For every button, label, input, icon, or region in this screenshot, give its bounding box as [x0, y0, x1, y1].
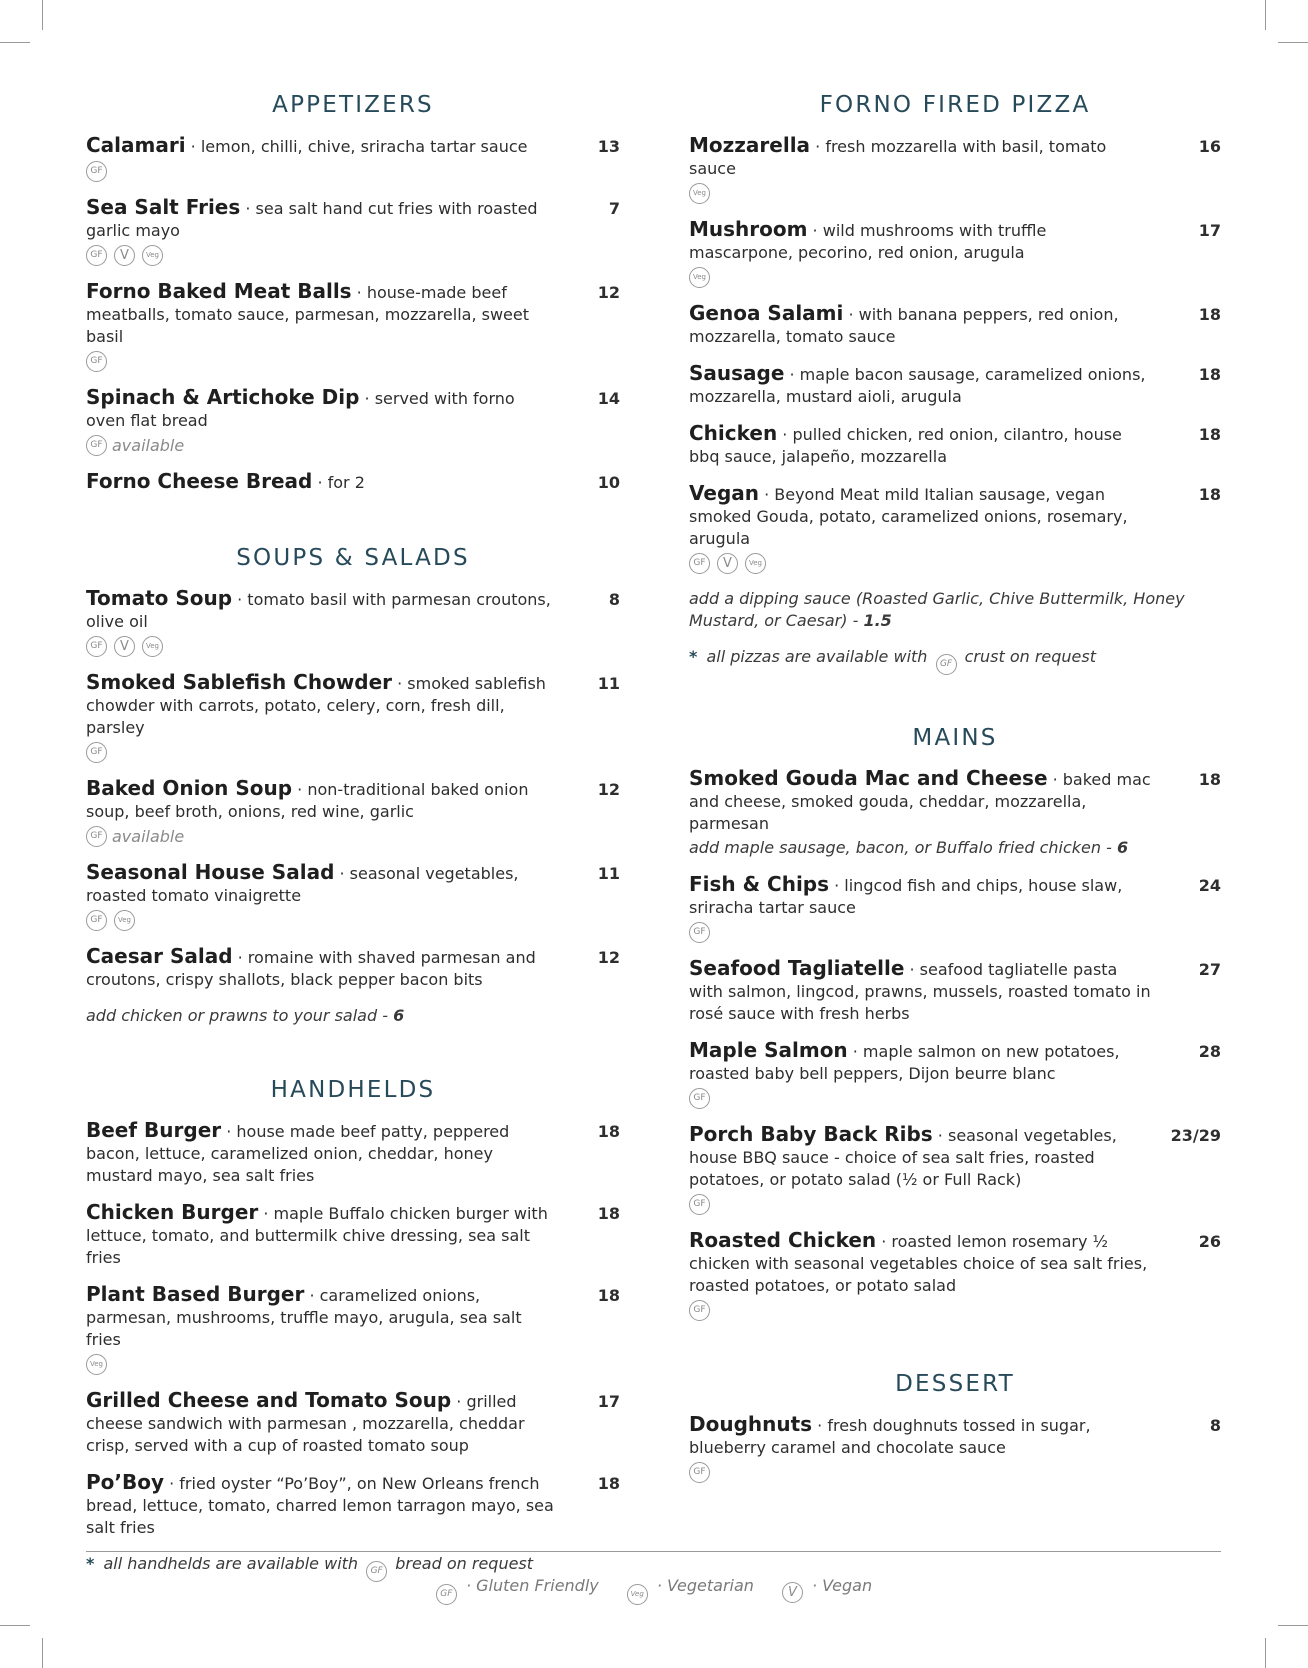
section-title: MAINS [912, 725, 998, 751]
menu-item-name: Seafood Tagliatelle [689, 956, 905, 980]
menu-item-body [86, 386, 568, 456]
menu-item-price: 18 [1198, 770, 1221, 789]
menu-item [689, 767, 1221, 859]
legend-entry [782, 1576, 872, 1603]
menu-item-name: Caesar Salad [86, 944, 233, 968]
dietary-badges [689, 921, 1155, 943]
menu-item-price: 16 [1198, 137, 1221, 156]
menu-item-body [689, 482, 1169, 574]
menu-item-price: 11 [597, 674, 620, 693]
menu-item-description: · maple salmon on new potatoes, roasted baby bell peppers, Dijon beurre blanc [689, 1042, 1120, 1083]
note-price: 6 [393, 1006, 405, 1025]
menu-item-body [86, 196, 568, 266]
menu-item-description: · lingcod fish and chips, house slaw, sriracha tartar sauce [689, 876, 1123, 917]
menu-item-description: · pulled chicken, red onion, cilantro, house bbq sauce, jalapeño, mozzarella [689, 425, 1122, 466]
menu-item-text [86, 1389, 554, 1457]
menu-item-body [689, 362, 1169, 408]
menu-item-name: Vegan [689, 481, 759, 505]
menu-section [689, 92, 1221, 675]
menu-item-price: 18 [1198, 305, 1221, 324]
menu-item-body [86, 671, 568, 763]
vegetarian-icon: Veg [86, 1354, 107, 1375]
menu-item [86, 470, 620, 495]
vegan-icon: V [717, 553, 738, 574]
menu-item-price: 8 [608, 590, 620, 609]
badge-availability-note: available [112, 435, 185, 455]
dietary-legend [0, 1576, 1308, 1605]
menu-item-price: 18 [1198, 425, 1221, 444]
note-text: add chicken or prawns to your salad - [86, 1006, 394, 1025]
menu-item-description: · Beyond Meat mild Italian sausage, vegan smoked Gouda, potato, caramelized onions, rosemary, arugula [689, 485, 1128, 548]
legend-entry [627, 1576, 754, 1605]
menu-item-text [86, 134, 554, 158]
menu-item [689, 482, 1221, 574]
crop-mark [0, 42, 30, 43]
gluten-friendly-icon: GF [86, 826, 107, 847]
menu-column-right [689, 92, 1221, 1533]
menu-item-description: · seasonal vegetables, roasted tomato vinaigrette [86, 864, 519, 905]
menu-item-name: Fish & Chips [689, 872, 830, 896]
section-note [689, 588, 1221, 632]
menu-item [86, 777, 620, 847]
dietary-badges [689, 1299, 1155, 1321]
menu-item [86, 1119, 620, 1187]
menu-section [689, 725, 1221, 1321]
menu-item-body [86, 861, 568, 931]
menu-item-name: Seasonal House Salad [86, 860, 335, 884]
menu-item-description: · smoked sablefish chowder with carrots, potato, celery, corn, fresh dill, parsley [86, 674, 546, 737]
menu-item-name: Porch Baby Back Ribs [689, 1122, 933, 1146]
dietary-badges [86, 434, 554, 456]
menu-item-text [86, 280, 554, 348]
gluten-friendly-icon: GF [86, 161, 107, 182]
menu-item-name: Chicken Burger [86, 1200, 259, 1224]
menu-item-price: 28 [1198, 1042, 1221, 1061]
menu-section [86, 92, 620, 495]
menu-item-price: 18 [1198, 365, 1221, 384]
section-title: DESSERT [895, 1371, 1015, 1397]
note-price: 1.5 [863, 611, 892, 630]
gluten-friendly-icon: GF [86, 636, 107, 657]
menu-item-body [689, 218, 1169, 288]
menu-item-name: Chicken [689, 421, 778, 445]
menu-item [86, 1283, 620, 1375]
dietary-badges [86, 635, 554, 657]
menu-item-body [86, 1119, 568, 1187]
section-title: HANDHELDS [270, 1077, 436, 1103]
menu-item-body [86, 134, 568, 182]
addon-text: add maple sausage, bacon, or Buffalo fried chicken - [689, 838, 1117, 857]
menu-item-price: 23/29 [1170, 1126, 1221, 1145]
menu-item-name: Maple Salmon [689, 1038, 848, 1062]
menu-item-description: · tomato basil with parmesan croutons, olive oil [86, 590, 551, 631]
menu-item-name: Po’Boy [86, 1470, 165, 1494]
section-note [689, 646, 1221, 675]
gluten-friendly-icon: GF [936, 654, 957, 675]
menu-item-body [689, 302, 1169, 348]
menu-item-description: · house-made beef meatballs, tomato sauce, parmesan, mozzarella, sweet basil [86, 283, 529, 346]
menu-item [86, 1471, 620, 1539]
gluten-friendly-icon: GF [86, 245, 107, 266]
menu-item-name: Genoa Salami [689, 301, 844, 325]
dietary-badges [689, 1193, 1155, 1215]
legend-label: · Gluten Friendly [460, 1576, 599, 1595]
menu-item-body [86, 470, 568, 495]
menu-item [689, 1123, 1221, 1215]
menu-item [86, 671, 620, 763]
menu-item-body [86, 1201, 568, 1269]
menu-item-body [86, 777, 568, 847]
menu-item-text [86, 1471, 554, 1539]
menu-item-description: · served with forno oven flat bread [86, 389, 515, 430]
menu-item [86, 280, 620, 372]
menu-item [689, 218, 1221, 288]
legend-label: · Vegetarian [651, 1576, 754, 1595]
menu-section [86, 545, 620, 1027]
gluten-friendly-icon: GF [689, 1088, 710, 1109]
menu-item-description: · with banana peppers, red onion, mozzarella, tomato sauce [689, 305, 1119, 346]
menu-item-name: Sausage [689, 361, 785, 385]
dietary-badges [86, 825, 554, 847]
menu-item-text [86, 1201, 554, 1269]
note-text: all pizzas are available with [701, 647, 933, 666]
menu-item [86, 134, 620, 182]
menu-item-text [86, 777, 554, 823]
menu-item-text [689, 767, 1155, 835]
legend-entry [436, 1576, 599, 1605]
menu-item-description: · for 2 [312, 473, 365, 492]
gluten-friendly-icon: GF [436, 1584, 457, 1605]
menu-item-text [689, 1123, 1155, 1191]
vegetarian-icon: Veg [745, 553, 766, 574]
menu-item-text [86, 945, 554, 991]
menu-item-price: 11 [597, 864, 620, 883]
menu-item-text [689, 1413, 1155, 1459]
menu-item-price: 10 [597, 473, 620, 492]
menu-item-text [86, 861, 554, 907]
menu-item-description: · lemon, chilli, chive, sriracha tartar sauce [185, 137, 528, 156]
note-text: add a dipping sauce (Roasted Garlic, Chive Buttermilk, Honey Mustard, or Caesar) - [689, 589, 1185, 630]
addon-price: 6 [1116, 838, 1129, 857]
menu-item-price: 12 [597, 780, 620, 799]
menu-item [689, 134, 1221, 204]
menu-item-description: · seasonal vegetables, house BBQ sauce - choice of sea salt fries, roasted potatoes, or potato salad (½ or Full Rack) [689, 1126, 1117, 1189]
dietary-badges [86, 1353, 554, 1375]
menu-item [86, 386, 620, 456]
menu-item-description: · non-traditional baked onion soup, beef broth, onions, red wine, garlic [86, 780, 529, 821]
menu-item [689, 1039, 1221, 1109]
dietary-badges [86, 350, 554, 372]
dietary-badges [86, 244, 554, 266]
menu-item-body [689, 134, 1169, 204]
menu-item-price: 7 [608, 199, 620, 218]
menu-item-price: 14 [597, 389, 620, 408]
menu-item-price: 8 [1209, 1416, 1221, 1435]
dietary-badges [689, 552, 1155, 574]
menu-item-text [689, 218, 1155, 264]
crop-mark [0, 1625, 30, 1626]
vegan-icon: V [782, 1582, 803, 1603]
gluten-friendly-icon: GF [366, 1561, 387, 1582]
menu-item-price: 18 [597, 1122, 620, 1141]
dietary-badges [689, 1087, 1155, 1109]
menu-section [689, 1371, 1221, 1483]
note-text-after: crust on request [959, 647, 1096, 666]
menu-item-price: 12 [597, 948, 620, 967]
crop-mark [1265, 0, 1266, 30]
section-note [86, 1005, 620, 1027]
menu-item [689, 1229, 1221, 1321]
vegetarian-icon: Veg [689, 267, 710, 288]
dietary-badges [689, 182, 1155, 204]
gluten-friendly-icon: GF [689, 1194, 710, 1215]
legend-label: · Vegan [806, 1576, 873, 1595]
gluten-friendly-icon: GF [86, 435, 107, 456]
note-text: all handhelds are available with [98, 1554, 364, 1573]
menu-item-price: 12 [597, 283, 620, 302]
gluten-friendly-icon: GF [86, 351, 107, 372]
menu-item-description: · fried oyster “Po’Boy”, on New Orleans french bread, lettuce, tomato, charred lemon tarragon mayo, sea salt fries [86, 1474, 554, 1537]
menu-item-description: · baked mac and cheese, smoked gouda, cheddar, mozzarella, parmesan [689, 770, 1151, 833]
menu-item-description: · grilled cheese sandwich with parmesan , mozzarella, cheddar crisp, served with a cup of roasted tomato soup [86, 1392, 525, 1455]
menu-item-text [689, 873, 1155, 919]
menu-item-description: · house made beef patty, peppered bacon, lettuce, caramelized onion, cheddar, honey mustard mayo, sea salt fries [86, 1122, 510, 1185]
menu-item-price: 27 [1198, 960, 1221, 979]
menu-item-body [689, 1413, 1169, 1483]
menu-item-text [689, 134, 1155, 180]
menu-item-price: 18 [597, 1474, 620, 1493]
menu-item [689, 957, 1221, 1025]
menu-item-name: Forno Cheese Bread [86, 469, 313, 493]
menu-item-description: · roasted lemon rosemary ½ chicken with seasonal vegetables choice of sea salt fries, roasted potatoes, or potato salad [689, 1232, 1148, 1295]
menu-section [86, 1077, 620, 1582]
menu-item-text [86, 1283, 554, 1351]
menu-item-description: · maple bacon sausage, caramelized onions, mozzarella, mustard aioli, arugula [689, 365, 1146, 406]
menu-item [689, 422, 1221, 468]
menu-item-name: Sea Salt Fries [86, 195, 241, 219]
menu-item-name: Doughnuts [689, 1412, 813, 1436]
menu-item-name: Plant Based Burger [86, 1282, 305, 1306]
menu-item-price: 26 [1198, 1232, 1221, 1251]
menu-item [86, 1201, 620, 1269]
badge-availability-note: available [112, 826, 185, 846]
menu-item-price: 18 [597, 1286, 620, 1305]
vegetarian-icon: Veg [142, 636, 163, 657]
menu-item-description: · romaine with shaved parmesan and croutons, crispy shallots, black pepper bacon bits [86, 948, 536, 989]
menu-item-text [689, 1039, 1155, 1085]
menu-item-description: · fresh doughnuts tossed in sugar, blueberry caramel and chocolate sauce [689, 1416, 1091, 1457]
gluten-friendly-icon: GF [689, 553, 710, 574]
asterisk: * [86, 1554, 95, 1573]
section-title: SOUPS & SALADS [236, 545, 470, 571]
menu-item-description: · sea salt hand cut fries with roasted garlic mayo [86, 199, 538, 240]
vegan-icon: V [114, 636, 135, 657]
menu-item-text [86, 587, 554, 633]
dietary-badges [689, 266, 1155, 288]
gluten-friendly-icon: GF [689, 1300, 710, 1321]
footer-divider [86, 1551, 1221, 1552]
dietary-badges [689, 1461, 1155, 1483]
menu-item-body [689, 1229, 1169, 1321]
menu-item [86, 945, 620, 991]
menu-item [86, 587, 620, 657]
menu-item-text [689, 957, 1155, 1025]
menu-item-name: Smoked Sablefish Chowder [86, 670, 393, 694]
vegetarian-icon: Veg [142, 245, 163, 266]
menu-item [86, 196, 620, 266]
menu-item-name: Mushroom [689, 217, 808, 241]
section-title: APPETIZERS [272, 92, 434, 118]
dietary-badges [86, 741, 554, 763]
menu-item-price: 13 [597, 137, 620, 156]
menu-item-description: · fresh mozzarella with basil, tomato sauce [689, 137, 1107, 178]
vegan-icon: V [114, 245, 135, 266]
menu-item-body [689, 1039, 1169, 1109]
menu-item-price: 17 [597, 1392, 620, 1411]
menu-item-body [689, 873, 1169, 943]
menu-item-name: Baked Onion Soup [86, 776, 293, 800]
menu-item-body [86, 587, 568, 657]
menu-item-text [86, 386, 554, 432]
menu-item-name: Forno Baked Meat Balls [86, 279, 352, 303]
crop-mark [1278, 1625, 1308, 1626]
gluten-friendly-icon: GF [86, 910, 107, 931]
crop-mark [1278, 42, 1308, 43]
menu-item-text [86, 1119, 554, 1187]
crop-mark [1265, 1638, 1266, 1668]
menu-item-text [689, 302, 1155, 348]
menu-item-name: Spinach & Artichoke Dip [86, 385, 360, 409]
dietary-badges [86, 909, 554, 931]
menu-item-name: Smoked Gouda Mac and Cheese [689, 766, 1048, 790]
menu-item-body [689, 1123, 1169, 1215]
menu-item-name: Calamari [86, 133, 186, 157]
section-title: FORNO FIRED PIZZA [819, 92, 1091, 118]
menu-item-text [689, 362, 1155, 408]
vegetarian-icon: Veg [114, 910, 135, 931]
crop-mark [42, 0, 43, 30]
vegetarian-icon: Veg [627, 1584, 648, 1605]
menu-item [86, 861, 620, 931]
menu-item-text [86, 671, 554, 739]
menu-item-description: · wild mushrooms with truffle mascarpone, pecorino, red onion, arugula [689, 221, 1047, 262]
menu-item-body [86, 945, 568, 991]
menu-item [689, 1413, 1221, 1483]
menu-item-body [86, 1471, 568, 1539]
menu-item-body [689, 422, 1169, 468]
menu-item-price: 17 [1198, 221, 1221, 240]
gluten-friendly-icon: GF [689, 922, 710, 943]
menu-item-description: · maple Buffalo chicken burger with lettuce, tomato, and buttermilk chive dressing, sea salt fries [86, 1204, 548, 1267]
menu-item-body [86, 1389, 568, 1457]
menu-item-text [689, 482, 1155, 550]
asterisk: * [689, 647, 698, 666]
menu-item-body [689, 957, 1169, 1025]
note-text-after: bread on request [390, 1554, 534, 1573]
menu-item-text [689, 1229, 1155, 1297]
menu-item-description: · seafood tagliatelle pasta with salmon, lingcod, prawns, mussels, roasted tomato in rosé sauce with fresh herbs [689, 960, 1151, 1023]
menu-column-left [86, 92, 620, 1632]
menu-item-body [689, 767, 1169, 859]
gluten-friendly-icon: GF [689, 1462, 710, 1483]
gluten-friendly-icon: GF [86, 742, 107, 763]
menu-item-price: 18 [1198, 485, 1221, 504]
dietary-badges [86, 160, 554, 182]
menu-item-name: Tomato Soup [86, 586, 233, 610]
menu-item [689, 362, 1221, 408]
menu-item-price: 24 [1198, 876, 1221, 895]
crop-mark [42, 1638, 43, 1668]
menu-item-price: 18 [597, 1204, 620, 1223]
menu-item-name: Roasted Chicken [689, 1228, 877, 1252]
menu-item-body [86, 280, 568, 372]
menu-item-addon-note [689, 837, 1155, 859]
menu-item-name: Mozzarella [689, 133, 811, 157]
menu-item [86, 1389, 620, 1457]
menu-item [689, 302, 1221, 348]
menu-item-text [689, 422, 1155, 468]
menu-item-description: · caramelized onions, parmesan, mushrooms, truffle mayo, arugula, sea salt fries [86, 1286, 522, 1349]
menu-item-text [86, 196, 554, 242]
menu-item-text [86, 470, 554, 494]
menu-item-name: Grilled Cheese and Tomato Soup [86, 1388, 452, 1412]
menu-item-name: Beef Burger [86, 1118, 222, 1142]
menu-item-body [86, 1283, 568, 1375]
menu-item [689, 873, 1221, 943]
vegetarian-icon: Veg [689, 183, 710, 204]
